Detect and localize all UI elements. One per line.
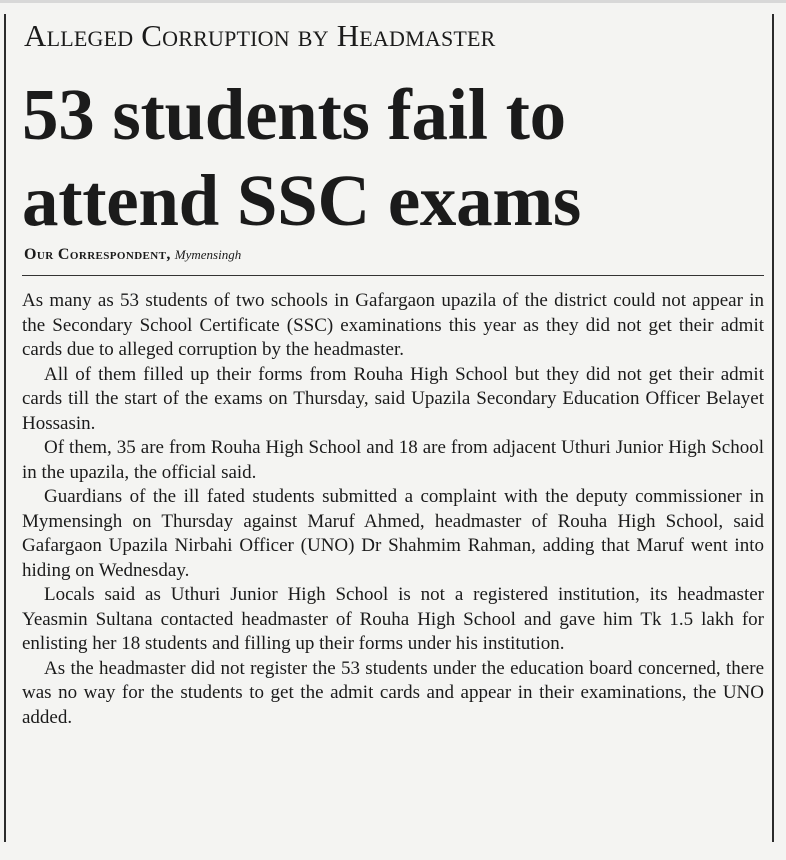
article-paragraph: All of them filled up their forms from Rouha High School but they did not get their admit cards till the start of the exams on Thursday, said Upazila Secondary Education Officer Belayet Hossasin. xyxy=(22,363,764,434)
right-column-rule xyxy=(772,14,774,842)
article-paragraph: Guardians of the ill fated students submitted a complaint with the deputy commissioner in Mymensingh on Thursday against Maruf Ahmed, headmaster of Rouha High School, said Gafargaon Upazila Nirbahi Officer (UNO) Dr Shahmim Rahman, adding that Maruf went into hiding on Wednesday. xyxy=(22,486,764,581)
byline-location: Mymensingh xyxy=(174,247,242,262)
left-column-rule xyxy=(4,14,6,842)
article-paragraph: Locals said as Uthuri Junior High School is not a registered institution, its headmaster Yeasmin Sultana contacted headmaster of Rouha High School and gave him Tk 1.5 lakh for enlisting her 18 students and filling up their forms under his institution. xyxy=(22,584,764,654)
article-paragraph: Of them, 35 are from Rouha High School and 18 are from adjacent Uthuri Junior High School in the upazila, the official said. xyxy=(22,437,764,483)
article-paragraph: As many as 53 students of two schools in Gafargaon upazila of the district could not appear in the Secondary School Certificate (SSC) examinations this year as they did not get their admit cards due to alleged corruption by the headmaster. xyxy=(22,290,764,360)
article-body xyxy=(22,289,764,730)
top-edge xyxy=(0,0,786,3)
byline-divider xyxy=(22,275,764,276)
byline xyxy=(24,247,241,263)
article-kicker: Alleged Corruption by Headmaster xyxy=(24,18,496,53)
article-headline: 53 students fail to attend SSC exams xyxy=(22,74,581,241)
byline-author: Our Correspondent, xyxy=(24,246,171,263)
article-paragraph: As the headmaster did not register the 53 students under the education board concerned, there was no way for the students to get the admit cards and appear in their examinations, the UNO added. xyxy=(22,657,764,728)
